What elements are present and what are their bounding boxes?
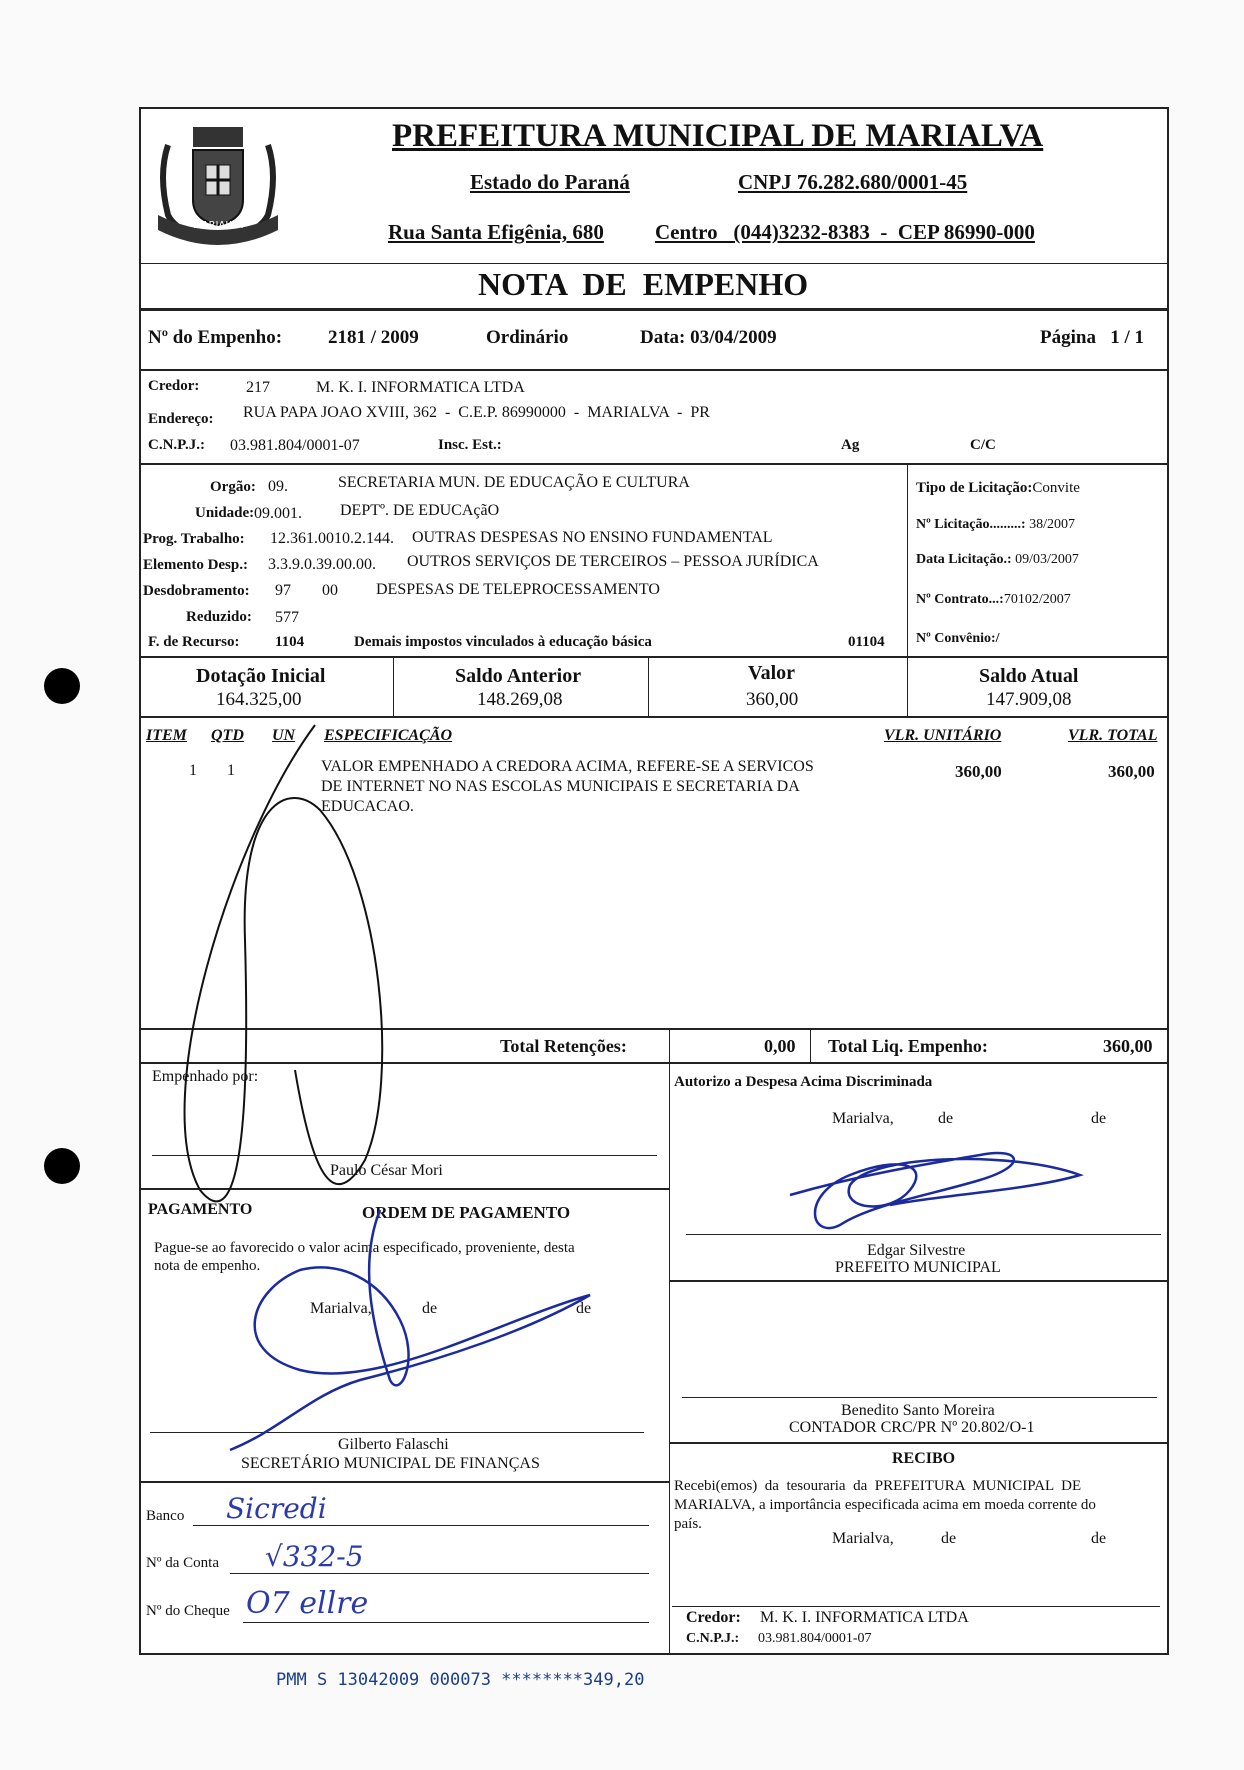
- estado-label: Estado do Paraná: [470, 170, 630, 194]
- conta-label: Nº da Conta: [146, 1555, 219, 1571]
- empenho-tipo: Ordinário: [486, 327, 569, 348]
- recibo-texto-l3: país.: [674, 1516, 702, 1532]
- doc-title: NOTA DE EMPENHO: [478, 266, 809, 302]
- secretario-signature: [220, 1200, 610, 1470]
- prog-nome: OUTRAS DESPESAS NO ENSINO FUNDAMENTAL: [412, 529, 773, 546]
- dotacao-valor: 164.325,00: [216, 689, 302, 710]
- unidade-label: Unidade:: [195, 505, 255, 521]
- total-liq-label: Total Liq. Empenho:: [828, 1036, 988, 1056]
- recibo-credor-nome: M. K. I. INFORMATICA LTDA: [760, 1609, 969, 1626]
- recibo-cnpj: 03.981.804/0001-07: [758, 1631, 872, 1646]
- desdobramento-nome: DESPESAS DE TELEPROCESSAMENTO: [376, 581, 660, 598]
- reduzido-cod: 577: [275, 609, 299, 626]
- recibo-texto-l2: MARIALVA, a importância especificada acima em moeda corrente do: [674, 1497, 1096, 1513]
- recurso-num: 01104: [848, 634, 885, 650]
- recibo-credor-label: Credor:: [686, 1609, 741, 1626]
- dotacao-label: Dotação Inicial: [196, 665, 326, 687]
- prog-label: Prog. Trabalho:: [143, 531, 245, 547]
- item-vlr-unitario: 360,00: [955, 762, 1002, 781]
- elemento-cod: 3.3.9.0.39.00.00.: [268, 556, 376, 573]
- empenho-label: Nº do Empenho:: [148, 327, 283, 348]
- recibo-texto-l1: Recebi(emos) da tesouraria da PREFEITURA MUNICIPAL DE: [674, 1478, 1082, 1494]
- credor-codigo: 217: [246, 379, 270, 396]
- prefeitura-title: PREFEITURA MUNICIPAL DE MARIALVA: [392, 118, 1044, 154]
- recibo-de1: de: [941, 1530, 957, 1547]
- recibo-de2: de: [1091, 1530, 1107, 1547]
- autorizo-label: Autorizo a Despesa Acima Discriminada: [674, 1074, 933, 1090]
- contador-nome: Benedito Santo Moreira: [841, 1402, 995, 1419]
- unidade-cod: 09.001.: [254, 505, 302, 522]
- banco-valor: Sicredi: [226, 1492, 327, 1525]
- pagamento-texto-l1: Pague-se ao favorecido o valor acima especificado, proveniente, desta: [154, 1240, 575, 1256]
- credor-label: Credor:: [148, 378, 200, 394]
- secretario-cargo: SECRETÁRIO MUNICIPAL DE FINANÇAS: [241, 1455, 540, 1472]
- col-qtd: QTD: [211, 727, 244, 744]
- recibo-cnpj-label: C.N.P.J.:: [686, 1631, 740, 1646]
- num-licitacao-label: Nº Licitação.........: 38/2007: [916, 517, 1075, 532]
- credor-cnpj: 03.981.804/0001-07: [230, 437, 360, 454]
- empenhado-signature: [170, 720, 440, 1220]
- item-espec-l3: EDUCACAO.: [321, 798, 414, 815]
- recurso-cod: 1104: [275, 634, 305, 650]
- recurso-label: F. de Recurso:: [148, 634, 240, 650]
- contrato-value: 70102/2007: [1003, 592, 1071, 607]
- endereco-prefeitura: Rua Santa Efigênia, 680: [388, 220, 604, 244]
- endereco-label: Endereço:: [148, 411, 214, 427]
- prefeito-signature: [780, 1135, 1100, 1235]
- data-licitacao-value: 09/03/2007: [1011, 552, 1079, 567]
- secretario-nome: Gilberto Falaschi: [338, 1436, 449, 1453]
- elemento-nome: OUTROS SERVIÇOS DE TERCEIROS – PESSOA JURÍDICA: [407, 553, 819, 570]
- autorizo-de1: de: [938, 1110, 954, 1127]
- cc-label: C/C: [970, 437, 996, 453]
- tipo-licitacao-label: Tipo de Licitação:Convite: [916, 480, 1080, 496]
- saldo-atual-label: Saldo Atual: [979, 665, 1079, 687]
- orgao-nome: SECRETARIA MUN. DE EDUCAÇÃO E CULTURA: [338, 474, 690, 491]
- svg-text:MARIALVA: MARIALVA: [193, 220, 243, 231]
- conta-valor: √332-5: [265, 1540, 364, 1573]
- pagamento-local: Marialva,: [310, 1300, 372, 1317]
- coat-of-arms-logo: [148, 115, 288, 255]
- orgao-label: Orgão:: [210, 479, 256, 495]
- pagamento-de2: de: [576, 1300, 592, 1317]
- hole-punch-top: [44, 668, 80, 704]
- cheque-label: Nº do Cheque: [146, 1603, 230, 1619]
- contato-prefeitura: Centro (044)3232-8383 - CEP 86990-000: [655, 220, 1035, 244]
- cnpj-prefeitura: CNPJ 76.282.680/0001-45: [738, 170, 968, 194]
- autorizo-de2: de: [1091, 1110, 1107, 1127]
- num-licitacao-value: 38/2007: [1025, 517, 1075, 532]
- valor-valor: 360,00: [746, 689, 799, 710]
- prefeito-nome: Edgar Silvestre: [867, 1242, 966, 1259]
- recibo-local: Marialva,: [832, 1530, 894, 1547]
- contador-cargo: CONTADOR CRC/PR Nº 20.802/O-1: [789, 1419, 1035, 1436]
- desdobramento-label: Desdobramento:: [143, 583, 250, 599]
- unidade-nome: DEPTº. DE EDUCAçãO: [340, 502, 500, 519]
- cheque-valor: O7 ellre: [246, 1586, 369, 1621]
- data-licitacao-label: Data Licitação.: 09/03/2007: [916, 552, 1079, 567]
- saldo-anterior-label: Saldo Anterior: [455, 665, 582, 687]
- ag-label: Ag: [841, 437, 860, 453]
- valor-label: Valor: [748, 662, 796, 684]
- empenho-numero: 2181 / 2009: [328, 327, 419, 348]
- prog-cod: 12.361.0010.2.144.: [270, 530, 394, 547]
- autorizo-local: Marialva,: [832, 1110, 894, 1127]
- retencoes-valor: 0,00: [764, 1036, 796, 1056]
- item-numero: 1: [189, 762, 197, 779]
- convenio-label: Nº Convênio:/: [916, 631, 1000, 646]
- credor-nome: M. K. I. INFORMATICA LTDA: [316, 379, 525, 396]
- pagamento-de1: de: [422, 1300, 438, 1317]
- empenho-pagina: Página 1 / 1: [1040, 327, 1144, 348]
- col-especificacao: ESPECIFICAÇÃO: [324, 727, 453, 744]
- rodape-autenticacao: PMM S 13042009 000073 ********349,20: [276, 1670, 645, 1690]
- desdobramento-cod2: 00: [322, 582, 338, 599]
- saldo-anterior-valor: 148.269,08: [477, 689, 563, 710]
- elemento-label: Elemento Desp.:: [143, 557, 248, 573]
- empenhado-label: Empenhado por:: [152, 1068, 259, 1085]
- col-vlr-unitario: VLR. UNITÁRIO: [884, 727, 1002, 744]
- col-item: ITEM: [146, 727, 187, 744]
- col-vlr-total: VLR. TOTAL: [1068, 727, 1158, 744]
- total-liq-valor: 360,00: [1103, 1036, 1153, 1056]
- desdobramento-cod1: 97: [275, 582, 291, 599]
- credor-endereco: RUA PAPA JOAO XVIII, 362 - C.E.P. 86990000 - MARIALVA - PR: [243, 404, 710, 421]
- insc-est-label: Insc. Est.:: [438, 437, 502, 453]
- item-qtd: 1: [227, 762, 235, 779]
- empenho-data: Data: 03/04/2009: [640, 327, 777, 348]
- item-espec-l2: DE INTERNET NO NAS ESCOLAS MUNICIPAIS E SECRETARIA DA: [321, 778, 800, 795]
- contrato-label: Nº Contrato...:70102/2007: [916, 592, 1071, 607]
- recibo-label: RECIBO: [892, 1450, 956, 1467]
- item-vlr-total: 360,00: [1108, 762, 1155, 781]
- tipo-licitacao-value: Convite: [1032, 480, 1080, 496]
- col-un: UN: [272, 727, 296, 744]
- item-espec-l1: VALOR EMPENHADO A CREDORA ACIMA, REFERE-SE A SERVICOS: [321, 758, 814, 775]
- retencoes-label: Total Retenções:: [500, 1036, 627, 1056]
- ordem-pagamento-label: ORDEM DE PAGAMENTO: [362, 1203, 571, 1222]
- prefeito-cargo: PREFEITO MUNICIPAL: [835, 1259, 1001, 1276]
- banco-label: Banco: [146, 1508, 185, 1524]
- cnpj-label: C.N.P.J.:: [148, 437, 205, 453]
- hole-punch-bottom: [44, 1148, 80, 1184]
- empenhado-nome: Paulo César Mori: [330, 1162, 443, 1179]
- recurso-nome: Demais impostos vinculados à educação básica: [354, 634, 652, 650]
- orgao-cod: 09.: [268, 478, 288, 495]
- reduzido-label: Reduzido:: [186, 609, 252, 625]
- saldo-atual-valor: 147.909,08: [986, 689, 1072, 710]
- pagamento-label: PAGAMENTO: [148, 1201, 253, 1218]
- pagamento-texto-l2: nota de empenho.: [154, 1258, 261, 1274]
